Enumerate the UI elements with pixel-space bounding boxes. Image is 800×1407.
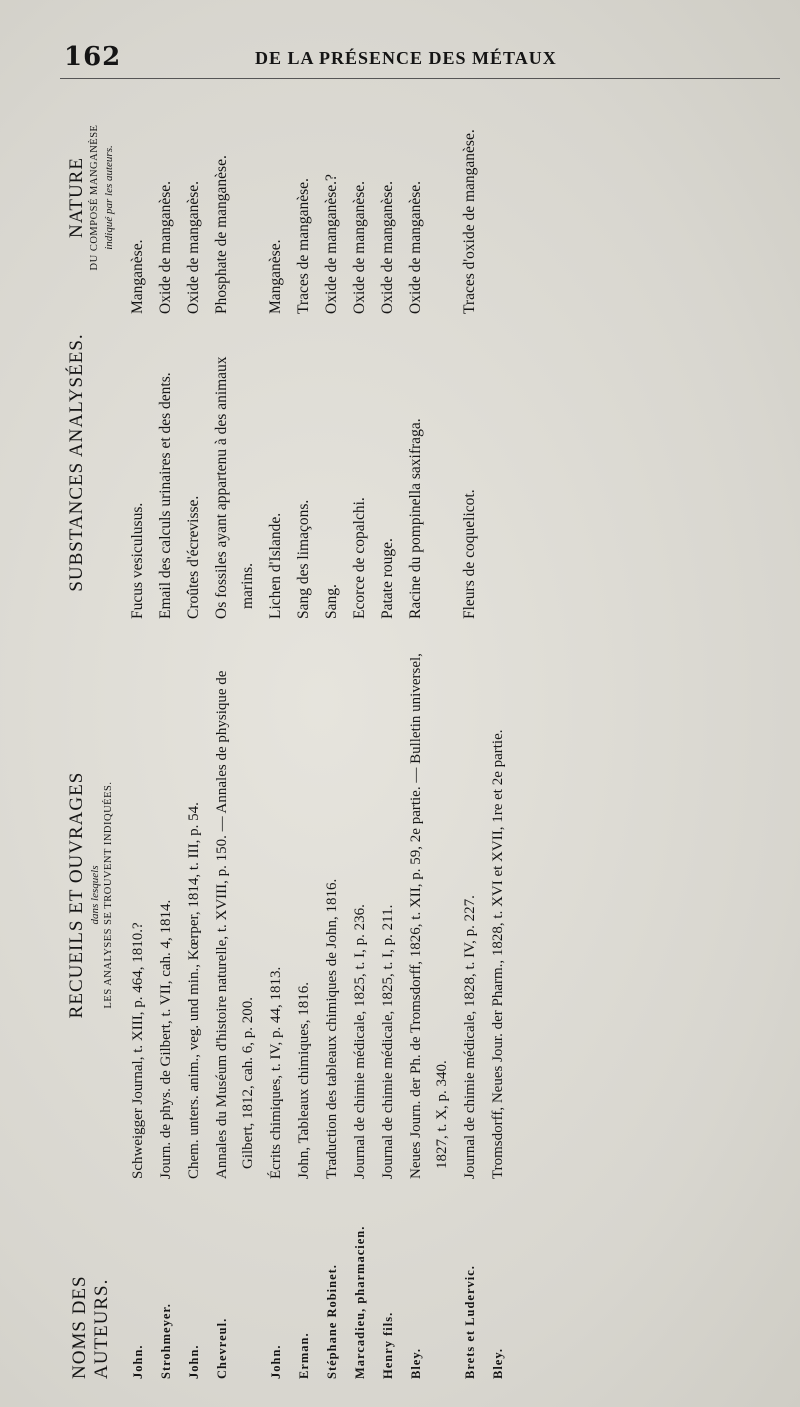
- table-row: [180, 85, 208, 1385]
- work-cell: John, Tableaux chimiques, 1816.: [296, 982, 312, 1179]
- author-cell: Chevreul.: [215, 1317, 229, 1379]
- substance-cell: Croûtes d'écrevisse.: [185, 495, 202, 619]
- work-cell: Journal de chimie médicale, 1825, t. I, p. 236.: [352, 904, 368, 1179]
- running-head: DE LA PRÉSENCE DES MÉTAUX: [255, 48, 557, 68]
- table-row: [484, 85, 512, 1385]
- substance-cell: Racine du pompinella saxifraga.: [407, 418, 424, 619]
- col-header-nature: [60, 85, 124, 310]
- work-cell: Traduction des tableaux chimiques de John, 1816.: [324, 878, 340, 1179]
- nature-cell: Oxide de manganèse.: [185, 181, 202, 314]
- substance-cell: Patate rouge.: [379, 538, 396, 619]
- work-cell: Tromsdorff, Neues Jour. der Pharm., 1828, t. XVI et XVII, 1re et 2e partie.: [490, 729, 506, 1179]
- col-header-authors-label: NOMS DES AUTEURS.: [69, 1275, 112, 1379]
- work-cell: Journal de chimie médicale, 1825, t. I, p. 211.: [380, 904, 396, 1179]
- col-header-works-sub2: LES ANALYSES SE TROUVENT INDIQUÉES.: [103, 781, 114, 1009]
- col-header-substances-label: SUBSTANCES ANALYSÉES.: [66, 333, 87, 592]
- work-cell: Journ. de phys. de Gilbert, t. VII, cah. 4, 1814.: [158, 899, 174, 1179]
- work-cell: Schweigger Journal, t. XIII, p. 464, 1810.?: [130, 922, 146, 1179]
- col-header-authors: [60, 1175, 124, 1385]
- manganese-analyses-table: [60, 85, 512, 1385]
- substance-cell: [484, 310, 512, 615]
- author-cell: John.: [187, 1344, 201, 1379]
- col-header-substances: [60, 310, 124, 615]
- substance-cell: Fleurs de coquelicot.: [461, 489, 478, 619]
- col-header-works: [60, 615, 124, 1175]
- author-cell: John.: [269, 1344, 283, 1379]
- table-row: [124, 85, 152, 1385]
- col-header-nature-title: NATURE: [66, 157, 87, 238]
- author-cell: Bley.: [491, 1347, 505, 1379]
- nature-cell: Traces d'oxide de manganèse.: [461, 129, 478, 314]
- author-cell: Brets et Ludervic.: [463, 1265, 477, 1379]
- substance-cell: Email des calculs urinaires et des dents.: [157, 372, 174, 619]
- col-header-nature-sub1: DU COMPOSÉ MANGANÈSE: [89, 124, 100, 271]
- nature-cell: [484, 85, 512, 310]
- page-number: 162: [64, 42, 122, 72]
- author-cell: John.: [131, 1344, 145, 1379]
- nature-cell: Oxide de manganèse.: [351, 181, 368, 314]
- nature-cell: Oxide de manganèse.: [407, 181, 424, 314]
- substance-cell: Sang des limaçons.: [295, 499, 312, 619]
- nature-cell: Manganèse.: [267, 239, 284, 314]
- substance-cell: Ecorce de copalchi.: [351, 497, 368, 619]
- nature-cell: Oxide de manganèse.: [157, 181, 174, 314]
- substance-cell: Fucus vesiculusus.: [129, 502, 146, 619]
- table-row: [402, 85, 456, 1385]
- work-cell: Chem. unters. anim., veg. und min., Kœrper, 1814, t. III, p. 54.: [186, 802, 202, 1179]
- substance-cell: Lichen d'Islande.: [267, 512, 284, 619]
- table-row: [208, 85, 262, 1385]
- col-header-works-sub1: dans lesquels: [89, 865, 101, 925]
- nature-cell: Phosphate de manganèse.: [213, 155, 230, 314]
- author-cell: Stéphane Robinet.: [325, 1264, 339, 1379]
- table-row: [262, 85, 290, 1385]
- nature-cell: Manganèse.: [129, 239, 146, 314]
- author-cell: Marcadieu, pharmacien.: [353, 1225, 367, 1379]
- work-cell: Annales du Muséum d'histoire naturelle, t. XVIII, p. 150. — Annales de physique de Gilbert, 1812, cah. 6, p. 200.: [214, 670, 256, 1179]
- author-cell: Henry fils.: [381, 1311, 395, 1379]
- substance-cell: Sang.: [323, 584, 340, 619]
- work-cell: Journal de chimie médicale, 1828, t. IV, p. 227.: [462, 895, 478, 1179]
- author-cell: Strohmeyer.: [159, 1303, 173, 1379]
- author-cell: Bley.: [409, 1347, 423, 1379]
- table-row: [346, 85, 374, 1385]
- table-row: [152, 85, 180, 1385]
- col-header-works-title: RECUEILS ET OUVRAGES: [66, 771, 87, 1019]
- col-header-nature-sub2: indiqué par les auteurs.: [103, 145, 115, 250]
- rotated-table-frame: [60, 85, 780, 1385]
- table-row: [456, 85, 484, 1385]
- work-cell: Neues Journ. der Ph. de Tromsdorff, 1826, t. XII, p. 59, 2e partie. — Bulletin universel, 1827, t. X, p. 340.: [408, 653, 450, 1179]
- author-cell: Erman.: [297, 1332, 311, 1379]
- table-row: [374, 85, 402, 1385]
- nature-cell: Oxide de manganèse.?: [323, 174, 340, 314]
- header-rule: [60, 78, 780, 79]
- nature-cell: Oxide de manganèse.: [379, 181, 396, 314]
- table-row: [290, 85, 318, 1385]
- table-header-row: [60, 85, 124, 1385]
- substance-cell: Os fossiles ayant appartenu à des animaux marins.: [213, 356, 256, 619]
- work-cell: Écrits chimiques, t. IV, p. 44, 1813.: [268, 966, 284, 1179]
- nature-cell: Traces de manganèse.: [295, 178, 312, 314]
- table-row: [318, 85, 346, 1385]
